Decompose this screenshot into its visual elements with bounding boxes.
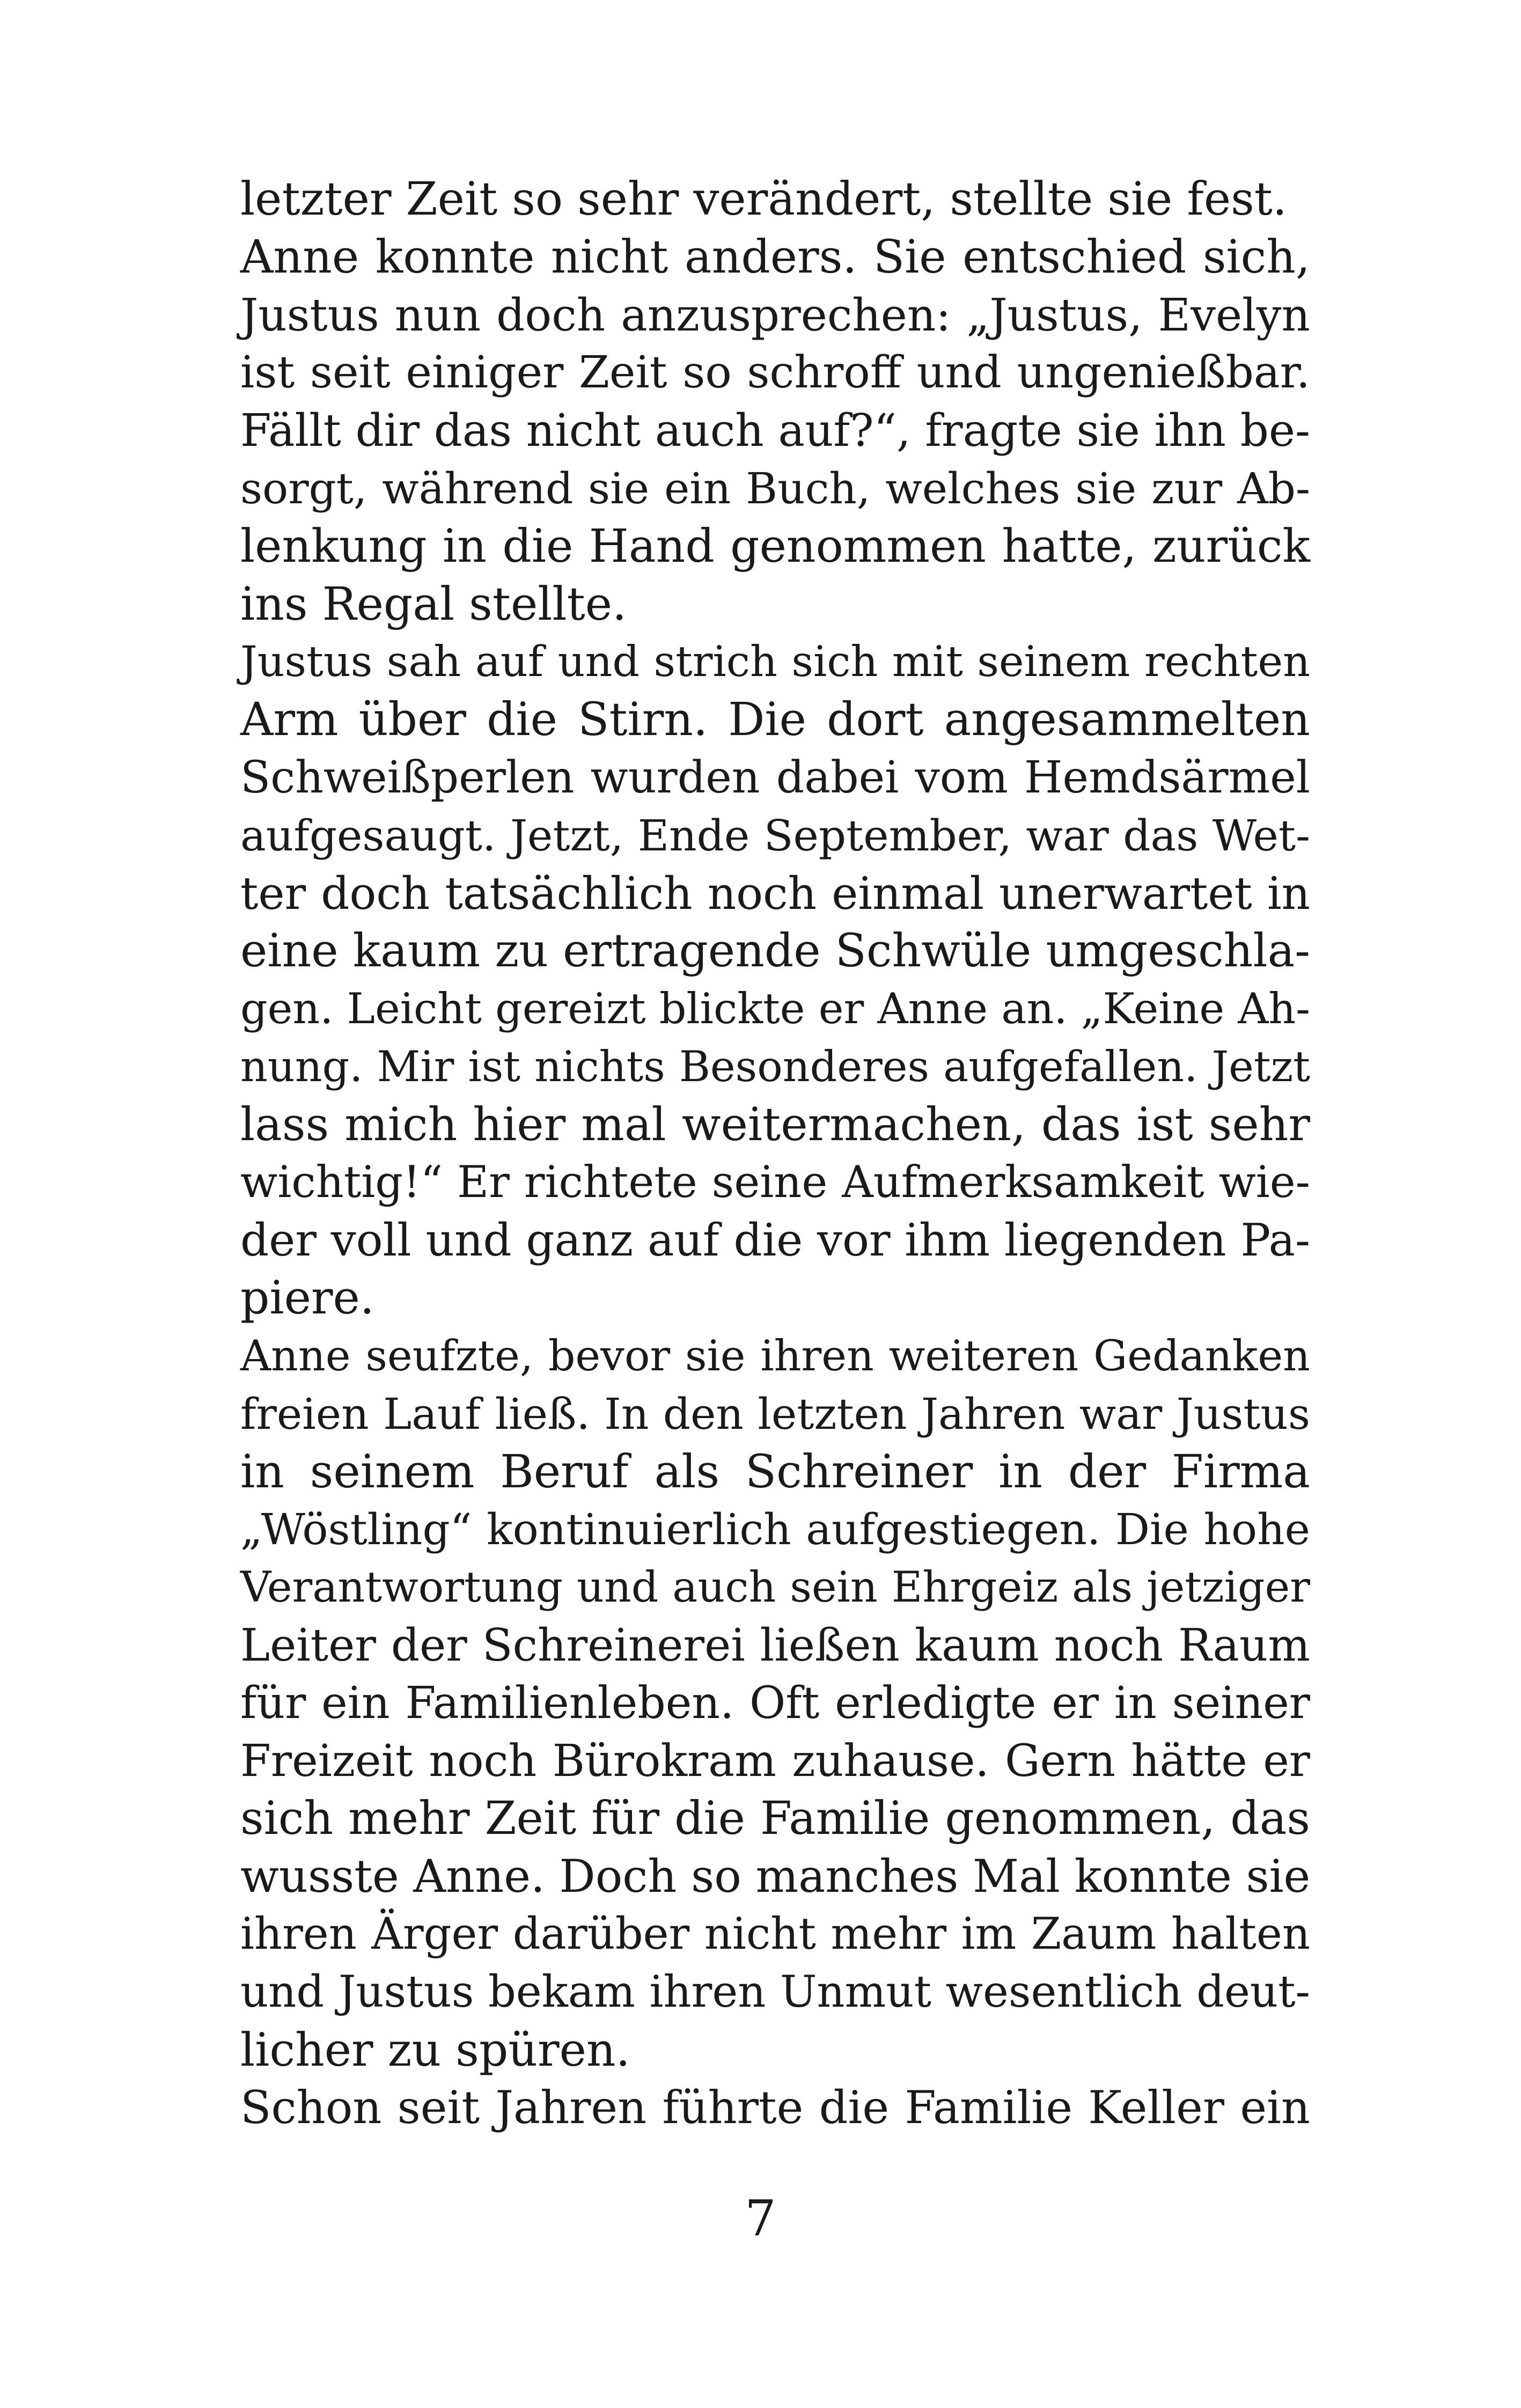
text-line: „Wöstling“ kontinuierlich aufgestiegen. Die hohe <box>240 1504 1310 1555</box>
text-line: wichtig!“ Er richtete seine Aufmerksamkeit wie- <box>240 1157 1310 1208</box>
text-line: Arm über die Stirn. Die dort angesammelten <box>240 693 1310 747</box>
text-line: ter doch tatsächlich noch einmal unerwartet in <box>240 867 1310 920</box>
text-line: sorgt, während sie ein Buch, welches sie zur Ab- <box>240 463 1310 513</box>
text-line: Justus sah auf und strich sich mit seinem rechten <box>240 637 1310 687</box>
text-line: ihren Ärger darüber nicht mehr im Zaum halten <box>240 1908 1310 1959</box>
text-line: Fällt dir das nicht auch auf?“, fragte sie ihn be- <box>240 405 1310 457</box>
text-line: wusste Anne. Doch so manches Mal konnte sie <box>240 1850 1311 1903</box>
text-line: für ein Familienleben. Oft erledigte er in seiner <box>240 1677 1310 1729</box>
text-line: Justus nun doch anzusprechen: „Justus, Evelyn <box>240 289 1310 341</box>
text-line: der voll und ganz auf die vor ihm liegenden Pa- <box>240 1214 1310 1267</box>
text-line: piere. <box>240 1272 374 1325</box>
text-line: Verantwortung und auch sein Ehrgeiz als jetziger <box>240 1562 1310 1612</box>
text-line: eine kaum zu ertragende Schwüle umgeschla- <box>240 924 1310 978</box>
text-line: ins Regal stellte. <box>240 577 627 631</box>
text-line: nung. Mir ist nichts Besonderes aufgefallen. Jetzt <box>240 1041 1310 1091</box>
text-line: in seinem Beruf als Schreiner in der Firma <box>240 1445 1310 1499</box>
text-line: und Justus bekam ihren Unmut wesentlich deut- <box>240 1966 1310 2017</box>
text-line: Schon seit Jahren führte die Familie Keller ein <box>240 2081 1310 2134</box>
text-line: gen. Leicht gereizt blickte er Anne an. „Keine Ah- <box>240 984 1310 1034</box>
text-line: sich mehr Zeit für die Familie genommen, das <box>240 1792 1310 1846</box>
text-line: aufgesaugt. Jetzt, Ende September, war das Wet- <box>240 810 1310 861</box>
text-line: lenkung in die Hand genommen hatte, zurück <box>240 519 1310 573</box>
text-line: letzter Zeit so sehr verändert, stellte sie fest. <box>240 173 1287 226</box>
text-line: Leiter der Schreinerei ließen kaum noch Raum <box>240 1619 1310 1671</box>
text-line: licher zu spüren. <box>240 2023 630 2077</box>
text-line: Schweißperlen wurden dabei vom Hemdsärmel <box>240 752 1310 803</box>
text-line: freien Lauf ließ. In den letzten Jahren war Justus <box>240 1389 1310 1439</box>
text-line: Anne seufzte, bevor sie ihren weiteren Gedanken <box>240 1331 1310 1381</box>
text-line: Freizeit noch Bürokram zuhause. Gern hätte er <box>240 1735 1310 1787</box>
text-line: Anne konnte nicht anders. Sie entschied sich, <box>240 230 1310 284</box>
body-text <box>240 171 1310 2137</box>
text-line: lass mich hier mal weitermachen, das ist sehr <box>240 1098 1310 1151</box>
page-number: 7 <box>745 2190 776 2247</box>
text-line: ist seit einiger Zeit so schroff und ungenießbar. <box>240 347 1310 399</box>
